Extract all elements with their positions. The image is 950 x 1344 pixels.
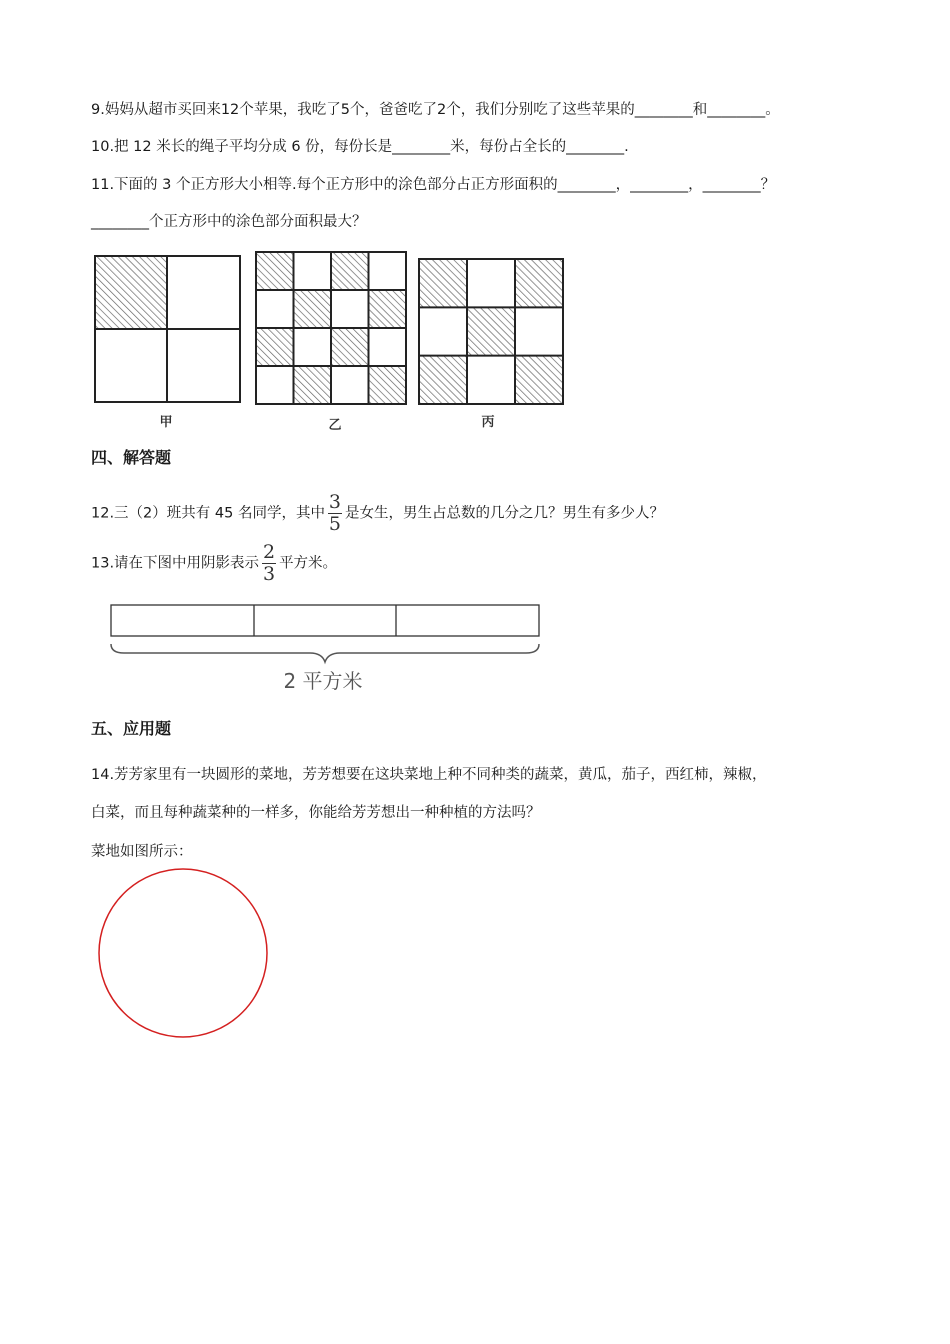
square-yi-shaded-cell bbox=[331, 252, 369, 290]
question-13-before: 13.请在下图中用阴影表示 bbox=[91, 555, 260, 572]
square-bing-shaded-cell bbox=[419, 356, 467, 404]
square-bing bbox=[419, 259, 563, 430]
squares-figure bbox=[0, 245, 950, 435]
section-5-title: 五、应用题 bbox=[91, 719, 172, 738]
question-11-line-2: ________个正方形中的涂色部分面积最大？ bbox=[91, 214, 367, 230]
square-bing-shaded-cell bbox=[419, 259, 467, 307]
rectangle-outline[interactable] bbox=[111, 605, 539, 636]
rectangle-thirds-figure bbox=[0, 596, 950, 706]
question-10: 10.把 12 米长的绳子平均分成 6 份，每份长是________米，每份占全长的________. bbox=[91, 139, 629, 155]
square-yi-label: 乙 bbox=[328, 418, 342, 433]
square-yi-shaded-cell bbox=[294, 290, 332, 328]
square-bing-shaded-cell bbox=[515, 356, 563, 404]
square-yi-shaded-cell bbox=[331, 328, 369, 366]
curly-brace bbox=[111, 644, 539, 662]
question-14-line-3: 菜地如图所示： bbox=[91, 844, 193, 860]
square-jia bbox=[95, 256, 240, 430]
square-yi-shaded-cell bbox=[369, 290, 407, 328]
square-bing-shaded-cell bbox=[515, 259, 563, 307]
vegetable-garden-circle-figure bbox=[90, 866, 290, 1046]
question-12-after: 是女生，男生占总数的几分之几？男生有多少人？ bbox=[344, 505, 664, 522]
square-yi-shaded-cell bbox=[294, 366, 332, 404]
garden-circle[interactable] bbox=[99, 869, 267, 1037]
square-yi bbox=[256, 252, 406, 433]
square-yi-shaded-cell bbox=[369, 366, 407, 404]
square-yi-shaded-cell bbox=[256, 252, 294, 290]
square-bing-label: 丙 bbox=[481, 415, 495, 430]
question-9: 9.妈妈从超市买回来12个苹果，我吃了5个，爸爸吃了2个，我们分别吃了这些苹果的________和________。 bbox=[91, 102, 780, 118]
question-12 bbox=[91, 493, 664, 534]
square-jia-label: 甲 bbox=[159, 415, 173, 430]
brace-label: 2 平方米 bbox=[283, 669, 363, 693]
question-14-line-1: 14.芳芳家里有一块圆形的菜地，芳芳想要在这块菜地上种不同种类的蔬菜，黄瓜，茄子，西红柿，辣椒， bbox=[91, 767, 767, 783]
square-jia-shaded-cell bbox=[95, 256, 167, 328]
square-yi-shaded-cell bbox=[256, 328, 294, 366]
section-4-title: 四、解答题 bbox=[91, 448, 172, 467]
question-12-before: 12.三（2）班共有 45 名同学，其中 bbox=[91, 505, 325, 522]
question-11-line-1: 11.下面的 3 个正方形大小相等.每个正方形中的涂色部分占正方形面积的________，________，________？ bbox=[91, 177, 776, 193]
square-bing-shaded-cell bbox=[467, 307, 515, 355]
question-13-after: 平方米。 bbox=[279, 555, 338, 572]
question-13 bbox=[91, 543, 337, 584]
question-14-line-2: 白菜，而且每种蔬菜种的一样多，你能给芳芳想出一种种植的方法吗？ bbox=[91, 805, 541, 821]
fraction-three-fifths: $\frac{3}{5}$ bbox=[328, 491, 341, 535]
fraction-two-thirds: $\frac{2}{3}$ bbox=[263, 541, 276, 585]
